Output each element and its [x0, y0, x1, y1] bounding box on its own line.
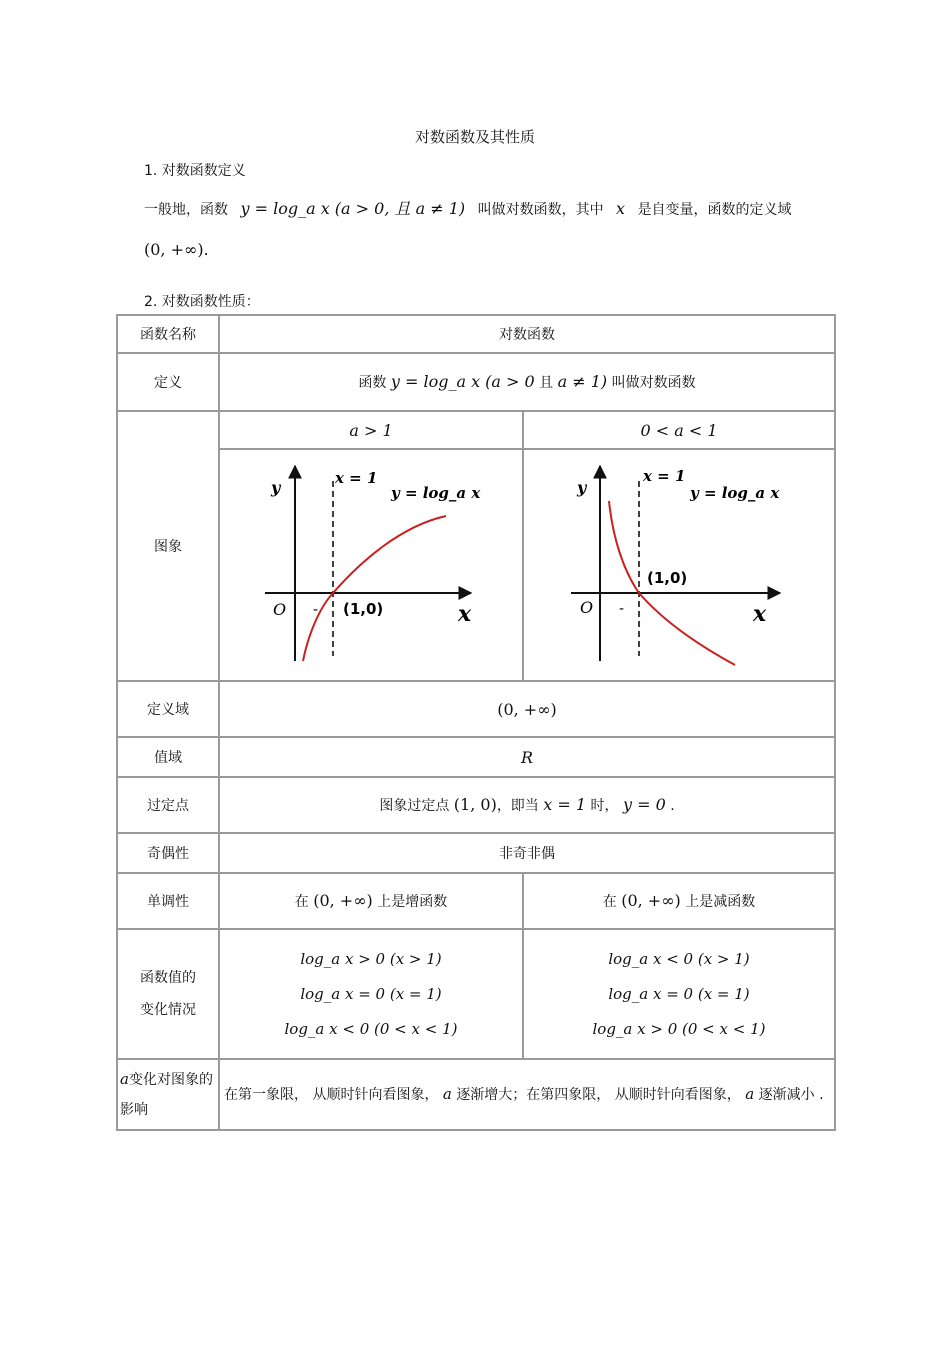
row-domain [117, 681, 835, 737]
case-a-gt-1: a > 1 [219, 411, 523, 449]
y-label: y [577, 478, 587, 497]
parity-value: 非奇非偶 [219, 833, 835, 873]
curve-label: y = log_a x [690, 484, 780, 502]
effect-label: a变化对图象的影响 [117, 1059, 219, 1130]
point-label: (1,0) [647, 569, 688, 587]
page-title: 对数函数及其性质 [414, 128, 535, 146]
case-a-lt-1: 0 < a < 1 [523, 411, 835, 449]
point-label: 过定点 [117, 777, 219, 833]
row-monotonicity [117, 873, 835, 929]
graph-decreasing [523, 449, 835, 681]
row-effect [117, 1059, 835, 1130]
mono-label: 单调性 [117, 873, 219, 929]
change-line: log_a x > 0 (x > 1) [300, 949, 442, 968]
range-label: 值域 [117, 737, 219, 777]
row-definition [117, 353, 835, 411]
tick-mark: - [619, 601, 625, 617]
mono-increasing: 在 (0, +∞) 上是增函数 [219, 873, 523, 929]
definition-domain: (0, +∞). [144, 240, 209, 259]
parity-label: 奇偶性 [117, 833, 219, 873]
name-value: 对数函数 [219, 315, 835, 353]
row-fixed-point [117, 777, 835, 833]
def-label: 定义 [117, 353, 219, 411]
change-line: log_a x = 0 (x = 1) [608, 984, 750, 1003]
row-graph-header [117, 411, 835, 449]
point-label: (1,0) [343, 600, 384, 618]
change-decreasing [523, 929, 835, 1059]
definition-suffix: 是自变量，函数的定义域 [637, 202, 792, 218]
x-label: x [458, 601, 472, 627]
log-curve [303, 516, 446, 661]
definition-middle: 叫做对数函数，其中 [477, 202, 604, 218]
origin-label: O [580, 598, 594, 617]
x-equals-1-label: x = 1 [643, 467, 686, 485]
point-value: 图象过定点 (1, 0)，即当 x = 1 时， y = 0 . [219, 777, 835, 833]
row-name [117, 315, 835, 353]
graph-label: 图象 [117, 411, 219, 681]
x-label: x [753, 601, 767, 627]
domain-value: (0, +∞) [219, 681, 835, 737]
definition-var: x [616, 199, 626, 218]
definition-formula: y = log_a x (a > 0, 且 a ≠ 1) [240, 199, 466, 218]
mono-decreasing: 在 (0, +∞) 上是减函数 [523, 873, 835, 929]
definition-paragraph [144, 196, 792, 219]
row-value-change [117, 929, 835, 1059]
x-equals-1-label: x = 1 [335, 469, 378, 487]
change-line: log_a x < 0 (x > 1) [608, 949, 750, 968]
graph-increasing [219, 449, 523, 681]
def-value: 函数 y = log_a x (a > 0 且 a ≠ 1) 叫做对数函数 [219, 353, 835, 411]
log-graph-a-gt-1 [221, 451, 521, 679]
definition-prefix: 一般地，函数 [144, 202, 228, 218]
y-label: y [271, 478, 281, 497]
properties-table [116, 314, 836, 1131]
origin-label: O [273, 600, 287, 619]
tick-mark: - [313, 602, 319, 618]
effect-value: 在第一象限， 从顺时针向看图象， a 逐渐增大；在第四象限， 从顺时针向看图象， a 逐渐减小 . [219, 1059, 835, 1130]
change-line: log_a x > 0 (0 < x < 1) [592, 1019, 766, 1038]
log-graph-a-lt-1 [525, 451, 833, 679]
section-1-heading: 1. 对数函数定义 [144, 163, 246, 179]
section-2-heading: 2. 对数函数性质： [144, 294, 260, 310]
row-parity [117, 833, 835, 873]
domain-label: 定义域 [117, 681, 219, 737]
change-increasing [219, 929, 523, 1059]
change-line: log_a x = 0 (x = 1) [300, 984, 442, 1003]
row-range [117, 737, 835, 777]
row-graphs [117, 449, 835, 681]
change-label: 函数值的 变化情况 [117, 929, 219, 1059]
range-value: R [219, 737, 835, 777]
change-line: log_a x < 0 (0 < x < 1) [284, 1019, 458, 1038]
curve-label: y = log_a x [391, 484, 481, 502]
name-label: 函数名称 [117, 315, 219, 353]
